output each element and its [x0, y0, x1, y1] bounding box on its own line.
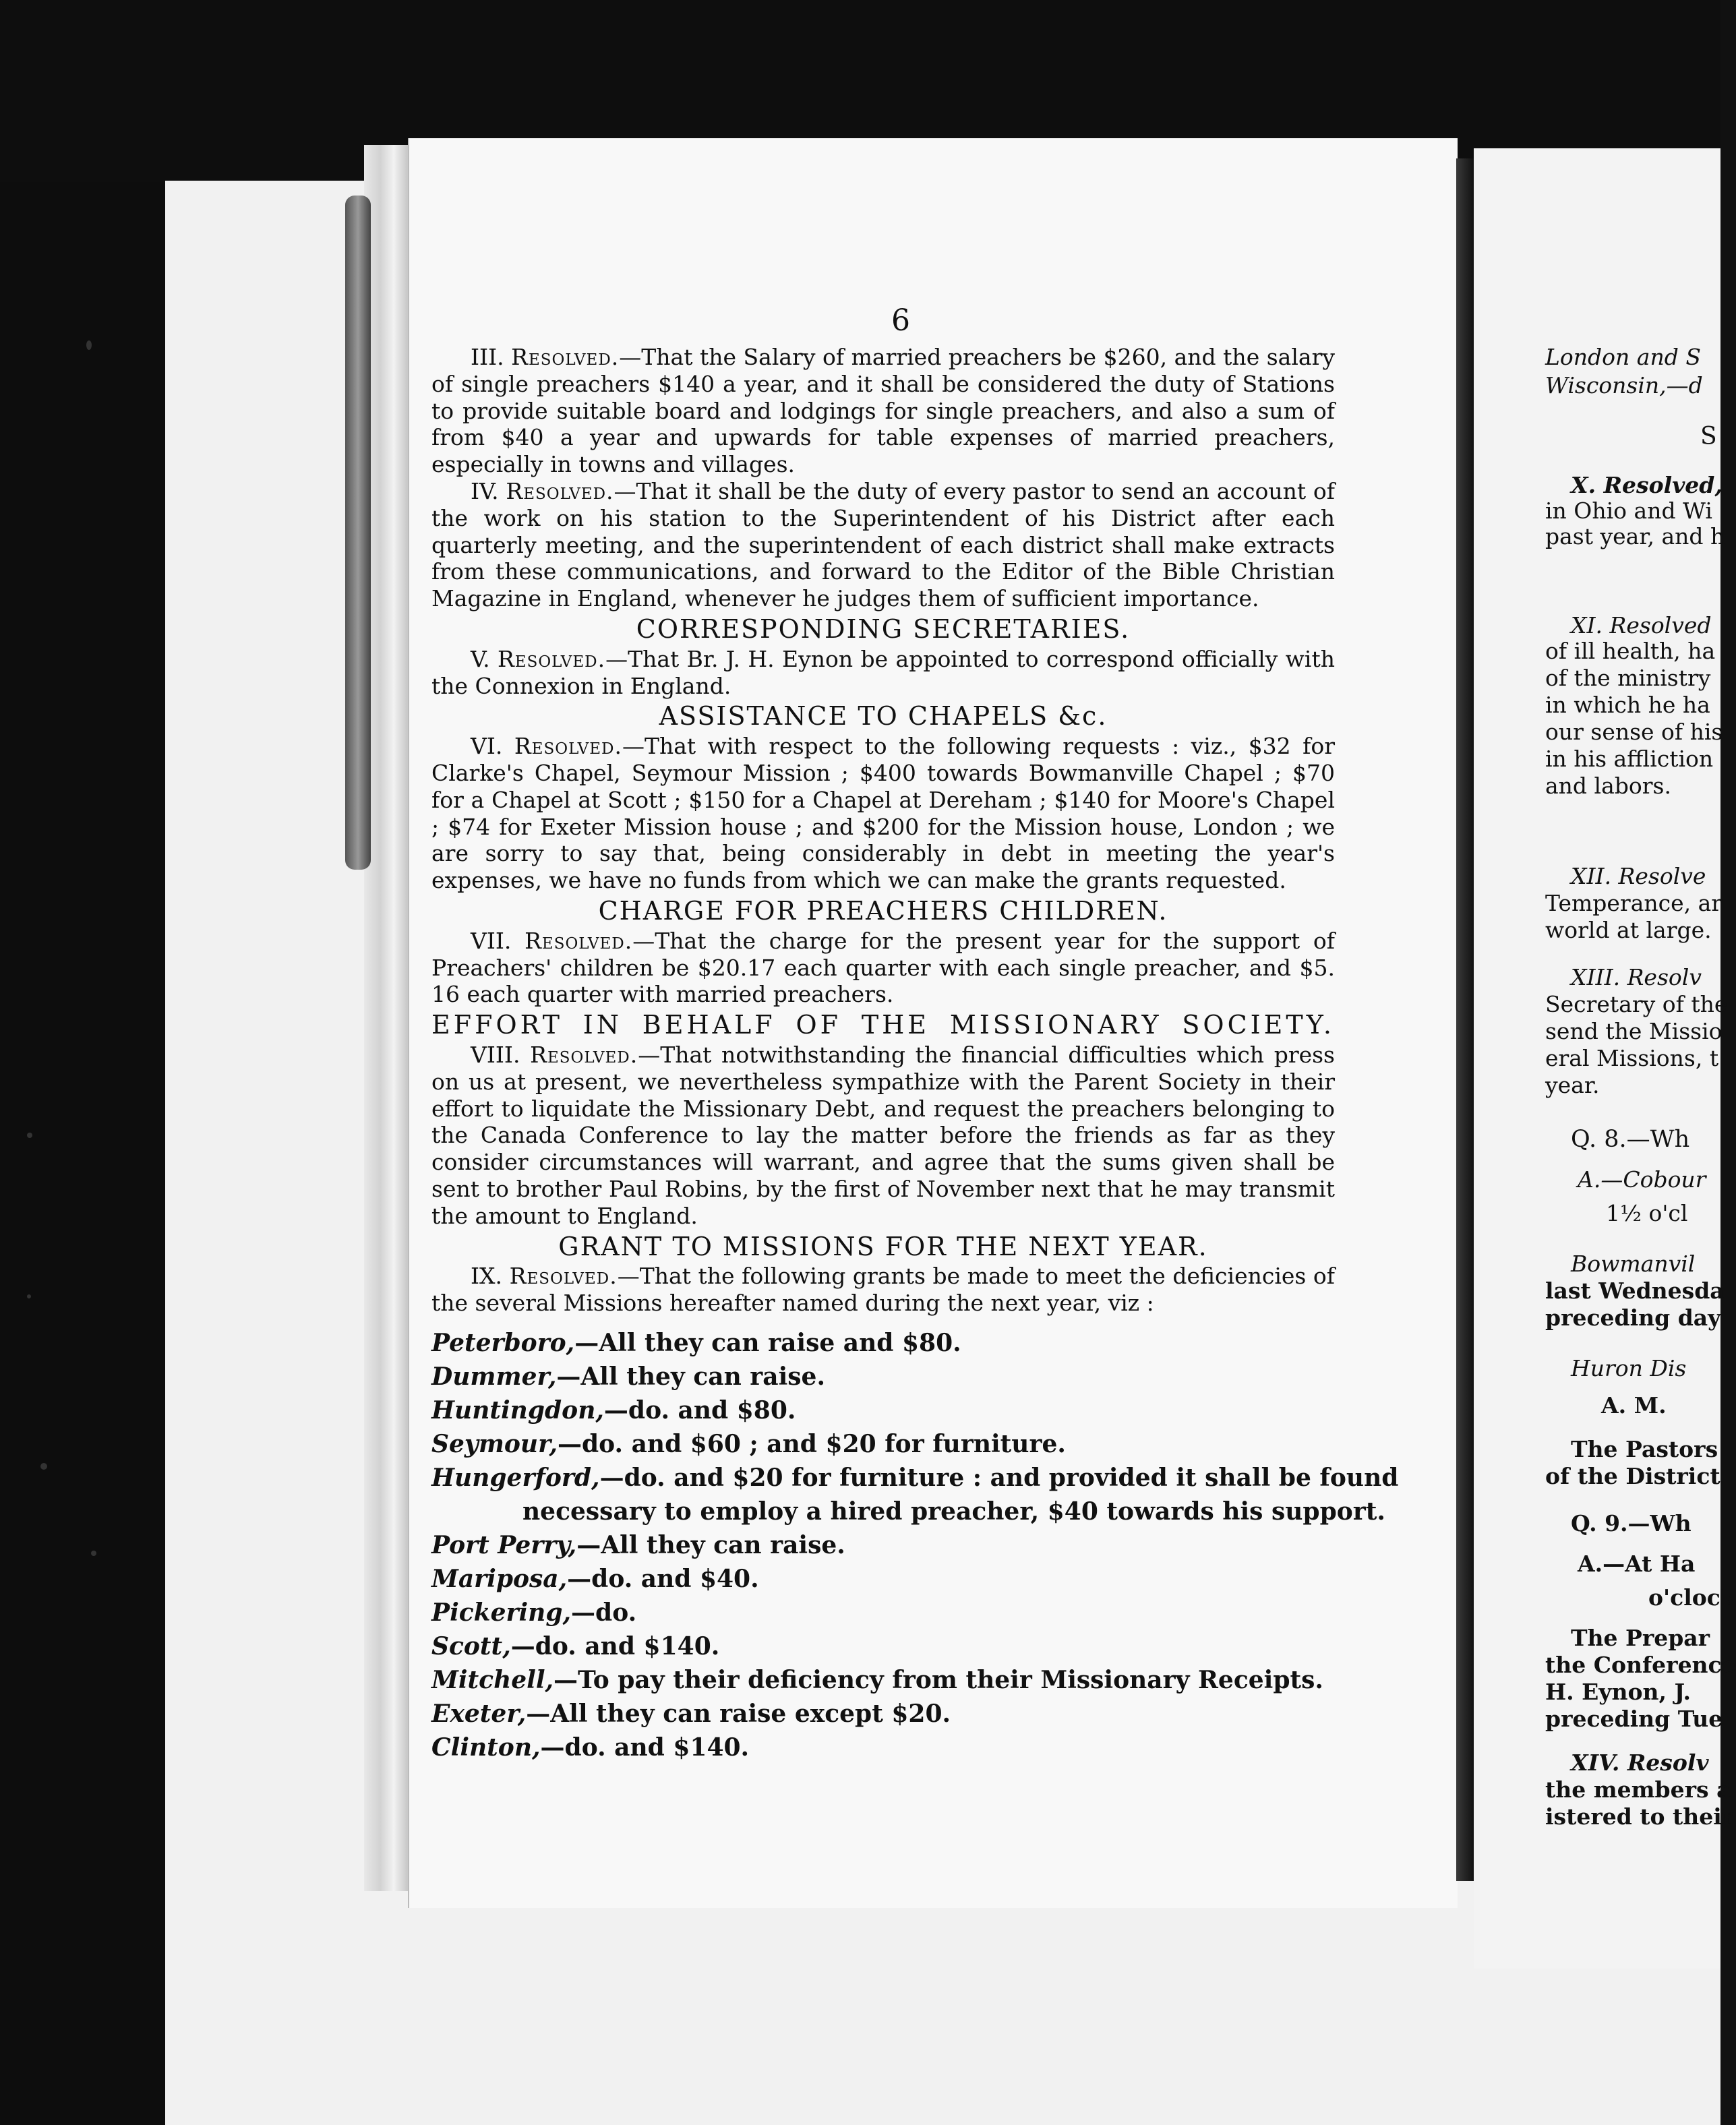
- mission-grant: —To pay their deficiency from their Missionary Receipts.: [553, 1665, 1323, 1694]
- facing-line: eral Missions, t: [1545, 1045, 1719, 1071]
- facing-line: in his affliction: [1545, 746, 1714, 772]
- facing-line: past year, and h: [1545, 523, 1725, 549]
- resolution-text: —That with respect to the following requests : viz., $32 for Clarke's Chapel, Seymour Mission ; $400 towards Bowmanville Chapel ; $70 for a Chapel at Scott ; $150 for a Chapel at Dereham ; $140 for Moore's Chapel ; $74 for Exeter Mission house ; and $200 for the Mission house, London ; we are sorry to say that, being considerably in debt in meeting the year's expenses, we have no funds from which we can make the grants requested.: [431, 733, 1335, 894]
- mission-grant: —do. and $20 for furniture : and provided it shall be found: [599, 1463, 1399, 1492]
- resolution-text: —That the Salary of married preachers be $260, and the salary of single preachers $140 a year, and it shall be considered the duty of Stations to provide suitable board and lodgings for single preachers, and also a sum of from $40 a year and upwards for table expenses of married preachers, especially in towns and villages.: [431, 344, 1335, 478]
- resolution-7: [431, 928, 1335, 1008]
- mission-name: Clinton,: [431, 1733, 541, 1762]
- heading-missionary-society: EFFORT IN BEHALF OF THE MISSIONARY SOCIETY.: [431, 1010, 1335, 1040]
- page-body: [431, 344, 1399, 1764]
- resolved-word: Resolved.: [525, 927, 633, 954]
- facing-line: istered to their: [1545, 1803, 1734, 1830]
- mission-name: Exeter,: [431, 1699, 527, 1728]
- mission-name: Hungerford,: [431, 1463, 600, 1492]
- mission-entry: [431, 1663, 1335, 1697]
- mission-entry: [431, 1427, 1335, 1461]
- facing-line: o'clock: [1648, 1584, 1736, 1611]
- resolution-9: [431, 1263, 1335, 1317]
- dust-speck: [91, 1551, 96, 1556]
- facing-line: year.: [1545, 1072, 1600, 1098]
- facing-line: in Ohio and Wi: [1545, 498, 1712, 524]
- mission-name: Scott,: [431, 1632, 511, 1660]
- facing-line: A.—Cobour: [1578, 1166, 1706, 1193]
- mission-grant: —All they can raise.: [576, 1530, 845, 1559]
- heading-grant-to-missions: GRANT TO MISSIONS FOR THE NEXT YEAR.: [558, 1231, 1208, 1261]
- mission-entry: [431, 1731, 1335, 1764]
- facing-line: Q. 9.—Wh: [1571, 1510, 1692, 1536]
- facing-line: the members a: [1545, 1776, 1731, 1803]
- facing-line: in which he ha: [1545, 692, 1710, 718]
- resolved-word: Resolved.: [509, 1263, 618, 1290]
- heading-assistance-to-chapels: ASSISTANCE TO CHAPELS &c.: [659, 701, 1108, 731]
- mission-entry: [431, 1394, 1335, 1427]
- resolution-number: IV.: [471, 477, 499, 504]
- resolved-word: Resolved.: [506, 477, 614, 504]
- page-edge-shadow: [345, 196, 371, 870]
- mount-bottom: [378, 1901, 1456, 2125]
- resolution-number: IX.: [471, 1263, 503, 1290]
- mission-entry: [431, 1562, 1335, 1596]
- facing-line: A.—At Ha: [1578, 1551, 1696, 1577]
- resolved-word: Resolved.: [514, 733, 622, 760]
- mission-entry: [431, 1629, 1335, 1663]
- facing-line: London and S: [1545, 344, 1701, 370]
- facing-line: last Wednesda: [1545, 1278, 1725, 1304]
- facing-line: S: [1700, 423, 1717, 450]
- resolved-word: Resolved.: [511, 344, 620, 370]
- mission-grant: —do. and $140.: [540, 1733, 750, 1762]
- facing-line: the Conference: [1545, 1652, 1736, 1678]
- resolution-text: —That the charge for the present year for the support of Preachers' children be $20.17 each quarter with each single preacher, and $5. 16 each quarter with married preachers.: [431, 927, 1335, 1008]
- resolution-text: —That it shall be the duty of every pastor to send an account of the work on his station to the Superintendent of his District after each quarterly meeting, and the superintendent of each district shall make extracts from these communications, and forward to the Editor of the Bible Christian Magazine in England, whenever he judges them of sufficient importance.: [431, 477, 1335, 612]
- dust-speck: [40, 1463, 47, 1470]
- mission-entry: [431, 1697, 1335, 1731]
- facing-line: XIII. Resolv: [1571, 964, 1702, 990]
- facing-line: Temperance, ar: [1545, 890, 1723, 916]
- facing-line: A. M.: [1601, 1392, 1667, 1418]
- scan-background-left: [0, 182, 165, 2125]
- book-gutter: [1456, 158, 1474, 1881]
- resolved-word: Resolved.: [497, 645, 606, 672]
- dust-speck: [86, 340, 92, 350]
- facing-line: XII. Resolve: [1571, 863, 1706, 889]
- mission-name: Mariposa,: [431, 1564, 568, 1593]
- mission-entry: [431, 1596, 1335, 1629]
- dust-speck: [27, 1133, 32, 1138]
- mission-grant: —do. and $80.: [603, 1396, 796, 1425]
- mission-grant: —do.: [571, 1598, 637, 1627]
- mission-entry: [431, 1461, 1399, 1495]
- facing-line: H. Eynon, J.: [1545, 1679, 1691, 1705]
- mission-name: Huntingdon,: [431, 1396, 604, 1425]
- mission-grant: —do. and $60 ; and $20 for furniture.: [557, 1429, 1066, 1458]
- resolution-number: VIII.: [471, 1041, 520, 1068]
- resolution-number: VII.: [471, 927, 512, 954]
- mission-grant: —do. and $40.: [567, 1564, 759, 1593]
- facing-line: and labors.: [1545, 773, 1671, 799]
- dust-speck: [27, 1294, 31, 1298]
- resolution-5: [431, 646, 1335, 700]
- facing-line: of ill health, ha: [1545, 638, 1716, 664]
- facing-line: The Prepar: [1571, 1625, 1710, 1651]
- mission-grant: —All they can raise and $80.: [574, 1328, 961, 1357]
- facing-line: Q. 8.—Wh: [1571, 1126, 1690, 1153]
- resolution-text: —That the following grants be made to meet the deficiencies of the several Missions hereafter named during the next year, viz :: [431, 1263, 1335, 1317]
- resolution-8: [431, 1042, 1335, 1230]
- facing-line: our sense of his: [1545, 719, 1723, 745]
- facing-line: preceding Tue: [1545, 1706, 1723, 1732]
- facing-line: world at large.: [1545, 917, 1712, 943]
- facing-line: Bowmanvil: [1571, 1251, 1696, 1277]
- resolved-word: Resolved.: [530, 1041, 638, 1068]
- facing-line: Huron Dis: [1571, 1355, 1687, 1381]
- resolution-6: [431, 733, 1335, 894]
- mission-name: Seymour,: [431, 1429, 558, 1458]
- resolution-3: [431, 344, 1335, 478]
- mission-entry-continuation: necessary to employ a hired preacher, $40 towards his support.: [522, 1497, 1385, 1526]
- mission-name: Dummer,: [431, 1362, 557, 1391]
- resolution-number: VI.: [471, 733, 503, 760]
- mission-entry: [431, 1528, 1335, 1562]
- facing-line: XI. Resolved: [1571, 612, 1712, 638]
- resolution-text: —That Br. J. H. Eynon be appointed to correspond officially with the Connexion in England.: [431, 645, 1335, 699]
- resolution-number: III.: [471, 344, 504, 370]
- mission-name: Mitchell,: [431, 1665, 554, 1694]
- facing-line: of the ministry: [1545, 665, 1711, 691]
- facing-line: preceding day: [1545, 1305, 1721, 1331]
- facing-line: Wisconsin,—d: [1545, 372, 1703, 398]
- mission-name: Port Perry,: [431, 1530, 577, 1559]
- resolution-4: [431, 478, 1335, 612]
- facing-line: 1½ o'cl: [1606, 1200, 1688, 1226]
- resolution-text: —That notwithstanding the financial difficulties which press on us at present, we nevertheless sympathize with the Parent Society in their effort to liquidate the Missionary Debt, and request the preachers belonging to the Canada Conference to lay the matter before the friends as far as they consider circumstances will warrant, and agree that the sums given shall be sent to brother Paul Robins, by the first of November next that he may transmit the amount to England.: [431, 1041, 1335, 1229]
- missions-list: [431, 1326, 1399, 1764]
- facing-line: send the Missio: [1545, 1018, 1723, 1044]
- resolution-number: V.: [471, 645, 490, 672]
- facing-line: Secretary of the: [1545, 991, 1728, 1017]
- facing-line: XIV. Resolv: [1571, 1749, 1709, 1776]
- heading-charge-for-preachers-children: CHARGE FOR PREACHERS CHILDREN.: [598, 895, 1168, 926]
- mission-entry: [431, 1360, 1335, 1394]
- mission-grant: —do. and $140.: [510, 1632, 720, 1660]
- mission-grant: —All they can raise.: [556, 1362, 825, 1391]
- mission-grant: —All they can raise except $20.: [526, 1699, 951, 1728]
- mission-name: Pickering,: [431, 1598, 572, 1627]
- mission-name: Peterboro,: [431, 1328, 575, 1357]
- facing-line: The Pastors: [1571, 1436, 1718, 1462]
- mission-entry: [431, 1326, 1335, 1360]
- facing-line: X. Resolved,: [1571, 472, 1723, 498]
- page-number: 6: [891, 303, 910, 338]
- facing-line: of the District: [1545, 1463, 1720, 1489]
- heading-corresponding-secretaries: CORRESPONDING SECRETARIES.: [636, 613, 1131, 644]
